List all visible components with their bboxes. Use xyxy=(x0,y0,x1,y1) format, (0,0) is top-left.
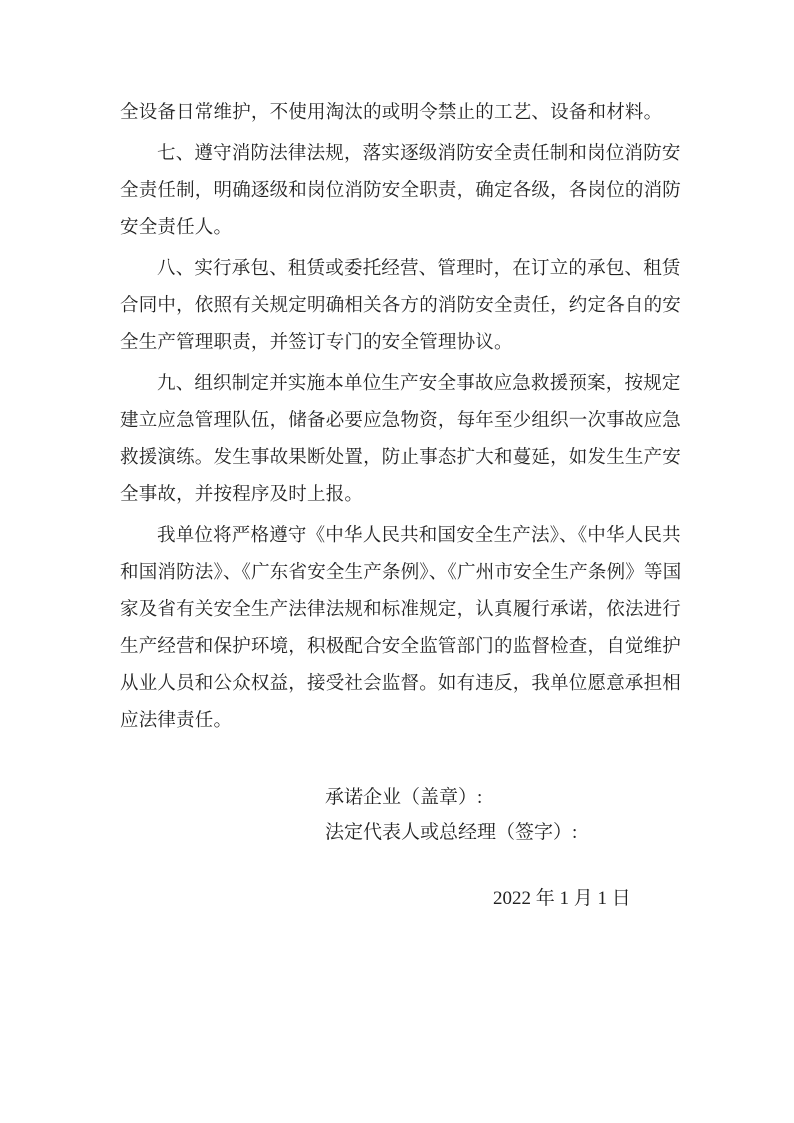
text-line: 八、实行承包、租赁或委托经营、管理时，在订立的承包、租赁 xyxy=(157,259,681,279)
text-line: 生产经营和保护环境，积极配合安全监管部门的监督检查，自觉维护 xyxy=(120,637,682,657)
text-line: 应法律责任。 xyxy=(120,711,233,731)
text-line: 全责任制，明确逐级和岗位消防安全职责，确定各级，各岗位的消防 xyxy=(120,181,682,201)
paragraph xyxy=(120,251,682,362)
text-line: 全设备日常维护，不使用淘汰的或明令禁止的工艺、设备和材料。 xyxy=(120,103,663,123)
text-line: 九、组织制定并实施本单位生产安全事故应急救援预案，按规定 xyxy=(157,374,681,394)
company-seal-line: 承诺企业（盖章）: xyxy=(325,787,483,808)
text-line: 安全责任人。 xyxy=(120,218,233,238)
text-line: 救援演练。发生事故果断处置，防止事态扩大和蔓延，如发生生产安 xyxy=(120,448,682,468)
text-line: 合同中，依照有关规定明确相关各方的消防安全责任，约定各自的安 xyxy=(120,296,682,316)
text-line: 全生产管理职责，并签订专门的安全管理协议。 xyxy=(120,333,513,353)
paragraph xyxy=(120,136,682,247)
text-line: 全事故，并按程序及时上报。 xyxy=(120,485,364,505)
text-line: 七、遵守消防法律法规，落实逐级消防安全责任制和岗位消防安 xyxy=(157,144,681,164)
text-line: 家及省有关安全生产法律法规和标准规定，认真履行承诺，依法进行 xyxy=(120,600,682,620)
text-line: 和国消防法》、《广东省安全生产条例》、《广州市安全生产条例》等国 xyxy=(120,563,682,583)
paragraph xyxy=(120,518,682,740)
document-body xyxy=(120,95,682,744)
paragraph xyxy=(120,95,673,132)
date-line: 2022 年 1 月 1 日 xyxy=(493,888,631,909)
paragraph xyxy=(120,366,682,514)
text-line: 建立应急管理队伍，储备必要应急物资，每年至少组织一次事故应急 xyxy=(120,411,682,431)
text-line: 我单位将严格遵守《中华人民共和国安全生产法》、《中华人民共 xyxy=(157,526,681,546)
signature-block xyxy=(325,780,577,850)
representative-sign-line: 法定代表人或总经理（签字）: xyxy=(325,822,578,843)
text-line: 从业人员和公众权益，接受社会监督。如有违反，我单位愿意承担相 xyxy=(120,674,682,694)
